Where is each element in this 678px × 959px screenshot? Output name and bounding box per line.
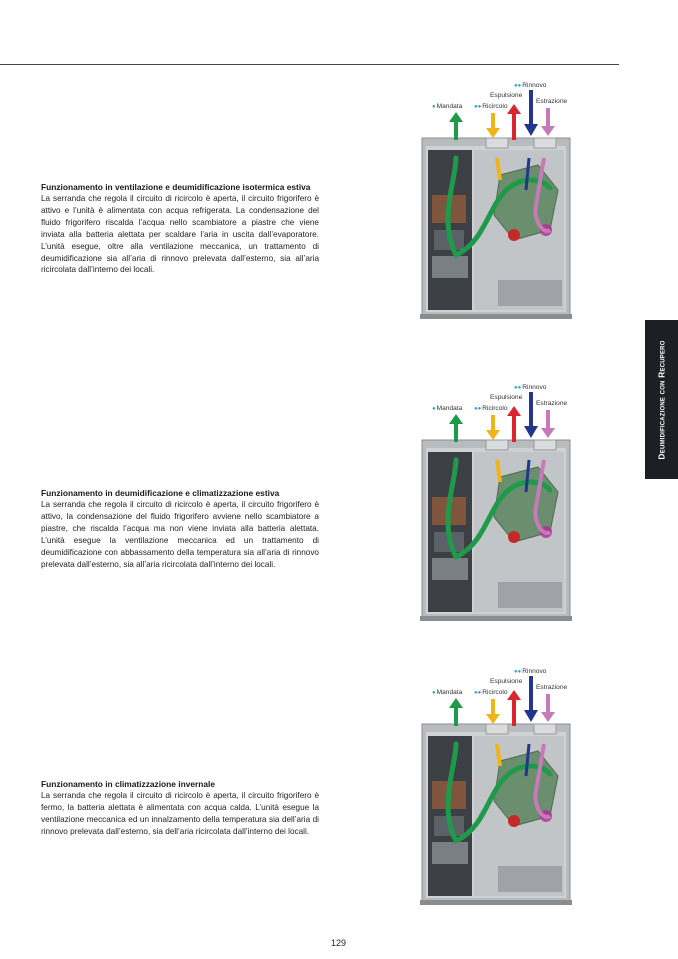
section-summer-isothermal [41,181,319,276]
section-title: Funzionamento in climatizzazione invernale [41,779,216,789]
espulsione-label: Espulsione [490,678,523,685]
rinnovo-arrow [524,676,538,722]
espulsione-label: Espulsione [490,92,523,99]
unit-airflow-diagram [418,80,572,320]
section-side-tab [645,320,678,479]
ricircolo-label: ●●Ricircolo [474,689,508,696]
mandata-arrow [449,414,463,442]
ahu-cutaway-illustration [418,382,572,622]
estrazione-arrow [541,108,555,136]
mandata-label: ●Mandata [432,103,463,110]
estrazione-arrow [541,694,555,722]
espulsione-arrow [507,406,521,442]
ricircolo-arrow [486,415,500,440]
section-body: La serranda che regola il circuito di ricircolo è aperta, il circuito frigorifero è attivo, la condensazione del fluido frigorifero avviene nello scambiatore a piastre, che riscalda l’acqua ma non viene inviata alla batteria alettata. L’unità esegue la ventilazione meccanica ed un trattamento di deumidificazione con abbassamento della temperatura sia all’aria di rinnovo prelevata dall’esterno, sia all’aria ricircolata dall’interno dei locali. [41,500,319,569]
ricircolo-arrow [486,113,500,138]
top-rule [0,64,619,65]
mandata-arrow [449,698,463,726]
ahu-cutaway-illustration [418,80,572,320]
section-title: Funzionamento in deumidificazione e climatizzazione estiva [41,488,280,498]
mandata-label: ●Mandata [432,405,463,412]
page-number: 129 [331,938,347,948]
side-tab-label: Deumidificazione con Recupero [656,339,667,460]
rinnovo-label: ●●Rinnovo [514,668,547,675]
estrazione-label: Estrazione [536,98,568,105]
section-summer-cooling [41,487,319,570]
rinnovo-label: ●●Rinnovo [514,384,547,391]
rinnovo-arrow [524,90,538,136]
estrazione-label: Estrazione [536,684,568,691]
espulsione-arrow [507,104,521,140]
rinnovo-label: ●●Rinnovo [514,82,547,89]
rinnovo-arrow [524,392,538,438]
mandata-arrow [449,112,463,140]
espulsione-label: Espulsione [490,394,523,401]
unit-airflow-diagram [418,666,572,906]
mandata-label: ●Mandata [432,689,463,696]
section-title: Funzionamento in ventilazione e deumidificazione isotermica estiva [41,182,311,192]
section-body: La serranda che regola il circuito di ricircolo è aperta, il circuito frigorifero è attivo e l’unità è alimentata con acqua refrigerata. La condensazione del fluido frigorifero riscalda l’acqua nello scambiatore a piastre che viene inviata alla batteria alettata per scaldare l’aria in uscita dall’evaporatore. L’unità esegue, oltre alla ventilazione meccanica, un trattamento di deumidificazione sia all’aria di rinnovo prelevata dall’esterno, sia all’aria ricircolata dall’interno dei locali. [41,194,319,275]
ahu-cutaway-illustration [418,666,572,906]
section-body: La serranda che regola il circuito di ricircolo è aperta, il circuito frigorifero è fermo, la batteria alettata è alimentata con acqua calda. L’unità esegue la ventilazione meccanica ed un innalzamento della temperatura sia dell’aria di rinnovo prelevata dall’esterno, sia dell’aria ricircolata dall’interno dei locali. [41,791,319,836]
espulsione-arrow [507,690,521,726]
ricircolo-arrow [486,699,500,724]
unit-airflow-diagram [418,382,572,622]
estrazione-arrow [541,410,555,438]
estrazione-label: Estrazione [536,400,568,407]
section-winter-heating [41,778,319,838]
ricircolo-label: ●●Ricircolo [474,103,508,110]
ricircolo-label: ●●Ricircolo [474,405,508,412]
